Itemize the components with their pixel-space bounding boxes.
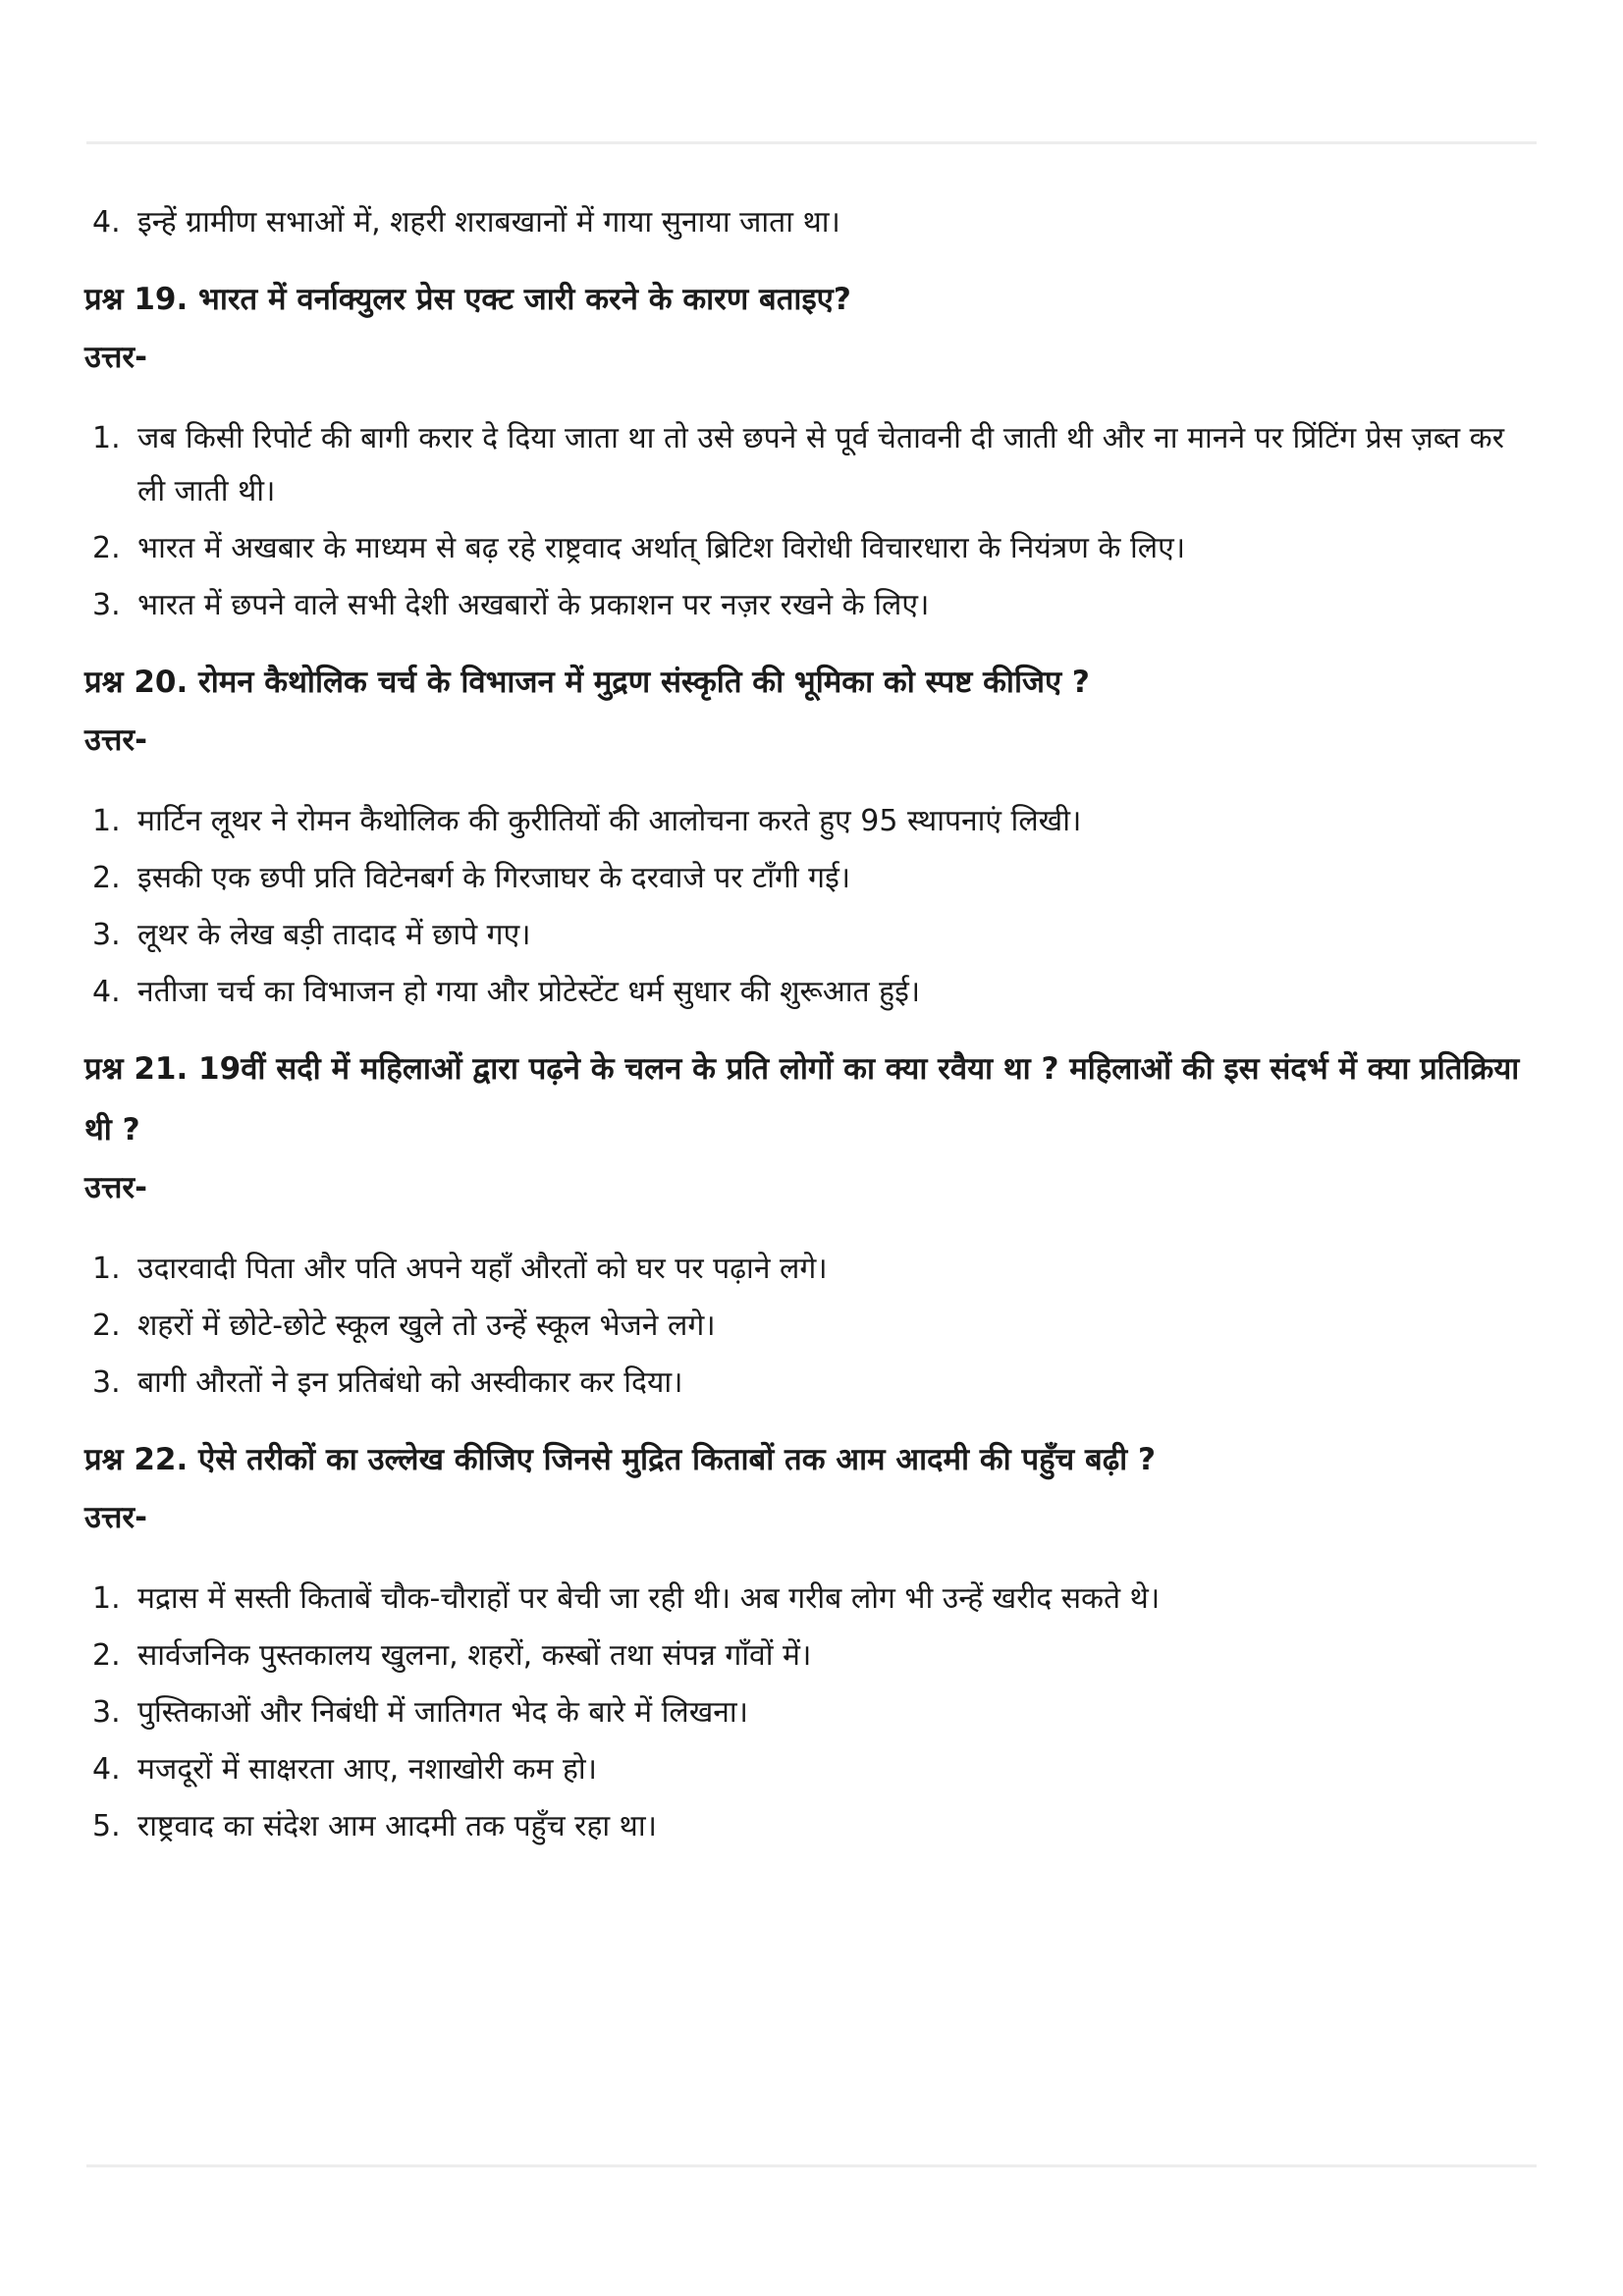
answer-list [84, 795, 1538, 1019]
answer-list [84, 1243, 1538, 1410]
list-item [84, 852, 1538, 905]
list-text: बागी औरतों ने इन प्रतिबंधो को अस्वीकार कर दिया। [137, 1365, 683, 1400]
list-number: 4. [92, 205, 121, 240]
list-number: 3. [92, 1695, 121, 1730]
question-block-19 [84, 269, 1538, 632]
list-item [84, 1629, 1538, 1682]
list-item [84, 1357, 1538, 1410]
answer-list [84, 1573, 1538, 1853]
list-number: 2. [92, 861, 121, 895]
list-item [84, 1743, 1538, 1796]
list-item [84, 966, 1538, 1019]
answer-label: उत्तर- [84, 722, 147, 758]
list-item [84, 522, 1538, 575]
list-item [84, 412, 1538, 518]
bottom-divider [86, 2164, 1537, 2167]
question-block-21 [84, 1039, 1538, 1410]
list-text: राष्ट्रवाद का संदेश आम आदमी तक पहुँच रहा था। [137, 1809, 657, 1843]
list-number: 2. [92, 1638, 121, 1673]
answer-label: उत्तर- [84, 1500, 147, 1535]
list-number: 2. [92, 531, 121, 565]
list-item [84, 196, 1538, 249]
list-item [84, 1300, 1538, 1353]
question-heading: प्रश्न 22. ऐसे तरीकों का उल्लेख कीजिए जिनसे मुद्रित किताबों तक आम आदमी की पहुँच बढ़ी ? [84, 1442, 1156, 1477]
list-text: पुस्तिकाओं और निबंधी में जातिगत भेद के बारे में लिखना। [137, 1695, 749, 1730]
list-text: जब किसी रिपोर्ट की बागी करार दे दिया जाता था तो उसे छपने से पूर्व चेतावनी दी जाती थी और ना मानने पर प्रिंटिंग प्रेस ज़ब्त कर ली जाती थी। [137, 421, 1504, 508]
list-number: 3. [92, 918, 121, 952]
list-text: सार्वजनिक पुस्तकालय खुलना, शहरों, कस्बों तथा संपन्न गाँवों में। [137, 1638, 812, 1673]
continued-answer-list [84, 196, 1538, 249]
list-number: 4. [92, 1752, 121, 1787]
answer-label: उत्तर- [84, 340, 147, 375]
list-item [84, 1686, 1538, 1739]
list-number: 1. [92, 1252, 121, 1286]
question-heading: प्रश्न 19. भारत में वर्नाक्युलर प्रेस एक्ट जारी करने के कारण बताइए? [84, 282, 851, 317]
list-text: उदारवादी पिता और पति अपने यहाँ औरतों को घर पर पढ़ाने लगे। [137, 1252, 828, 1286]
list-item [84, 795, 1538, 848]
question-heading: प्रश्न 20. रोमन कैथोलिक चर्च के विभाजन में मुद्रण संस्कृति की भूमिका को स्पष्ट कीजिए ? [84, 665, 1090, 700]
list-text: भारत में अखबार के माध्यम से बढ़ रहे राष्ट्रवाद अर्थात् ब्रिटिश विरोधी विचारधारा के नियंत्रण के लिए। [137, 531, 1186, 565]
list-number: 4. [92, 975, 121, 1009]
list-item [84, 909, 1538, 962]
top-divider [86, 141, 1537, 144]
list-number: 3. [92, 588, 121, 622]
list-text: शहरों में छोटे-छोटे स्कूल खुले तो उन्हें स्कूल भेजने लगे। [137, 1308, 716, 1343]
question-heading: प्रश्न 21. 19वीं सदी में महिलाओं द्वारा पढ़ने के चलन के प्रति लोगों का क्या रवैया था ? महिलाओं की इस संदर्भ में क्या प्रतिक्रिया थी ? [84, 1051, 1520, 1148]
document-body [84, 196, 1538, 1857]
list-item [84, 1800, 1538, 1853]
answer-label: उत्तर- [84, 1170, 147, 1205]
list-number: 3. [92, 1365, 121, 1400]
list-text: मजदूरों में साक्षरता आए, नशाखोरी कम हो। [137, 1752, 598, 1787]
question-block-20 [84, 652, 1538, 1019]
list-text: इसकी एक छपी प्रति विटेनबर्ग के गिरजाघर के दरवाजे पर टाँगी गई। [137, 861, 851, 895]
list-text: लूथर के लेख बड़ी तादाद में छापे गए। [137, 918, 531, 952]
list-text: मार्टिन लूथर ने रोमन कैथोलिक की कुरीतियों की आलोचना करते हुए 95 स्थापनाएं लिखी। [137, 804, 1082, 838]
list-text: भारत में छपने वाले सभी देशी अखबारों के प्रकाशन पर नज़र रखने के लिए। [137, 588, 930, 622]
question-block-22 [84, 1429, 1538, 1853]
list-number: 1. [92, 421, 121, 455]
list-number: 1. [92, 804, 121, 838]
list-item [84, 1243, 1538, 1296]
list-text: इन्हें ग्रामीण सभाओं में, शहरी शराबखानों में गाया सुनाया जाता था। [137, 205, 840, 240]
list-item [84, 579, 1538, 632]
list-text: नतीजा चर्च का विभाजन हो गया और प्रोटेस्टेंट धर्म सुधार की शुरूआत हुई। [137, 975, 921, 1009]
list-item [84, 1573, 1538, 1626]
list-number: 2. [92, 1308, 121, 1343]
list-number: 5. [92, 1809, 121, 1843]
answer-list [84, 412, 1538, 632]
list-number: 1. [92, 1581, 121, 1616]
list-text: मद्रास में सस्ती किताबें चौक-चौराहों पर बेची जा रही थी। अब गरीब लोग भी उन्हें खरीद सकते थे। [137, 1581, 1161, 1616]
